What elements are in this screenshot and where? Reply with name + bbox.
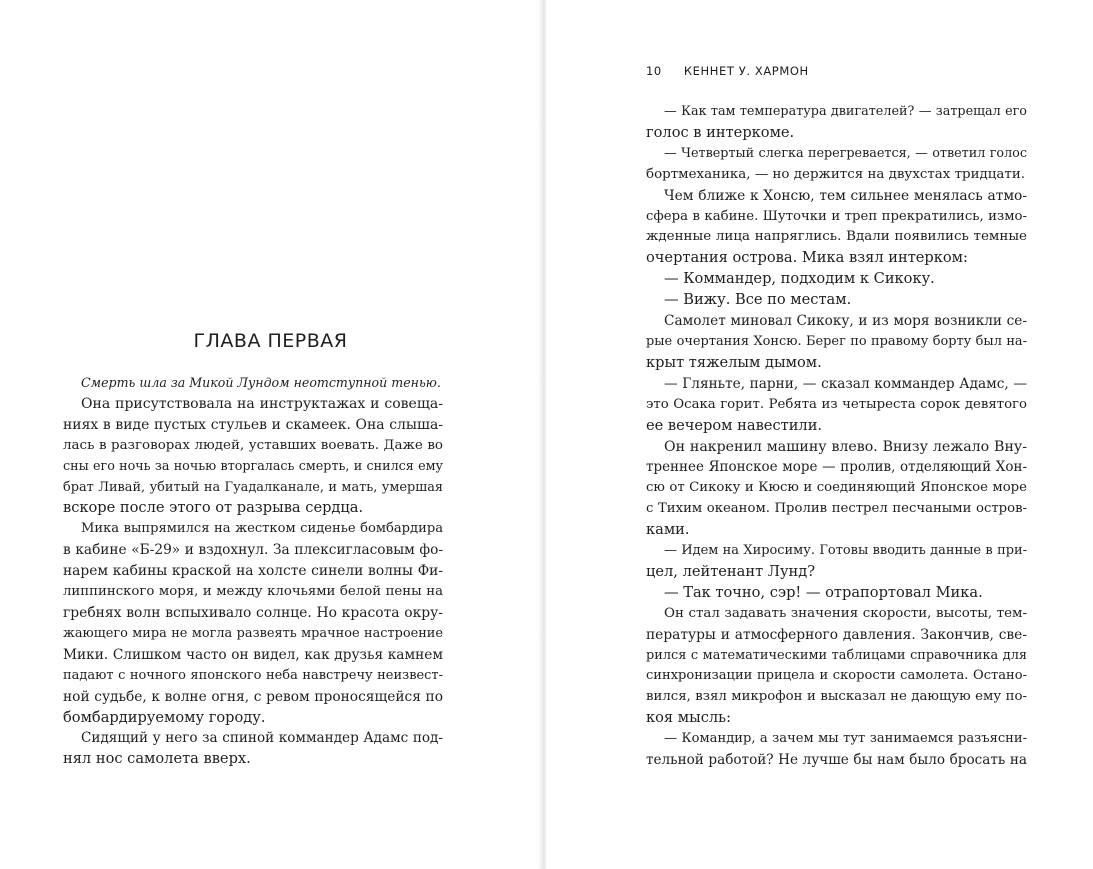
text-line: в кабине «Б-29» и вздохнул. За плексигласовым фо-: [63, 542, 443, 559]
text-line: нял нос самолета вверх.: [63, 750, 251, 768]
text-line: гребнях волн вспыхивало солнце. Но красота окру-: [63, 604, 443, 621]
text-line: — Четвертый слегка перегревается, — ответил голос: [664, 145, 1027, 161]
text-line: жающего мира не могла развеять мрачное настроение: [63, 625, 443, 641]
text-line: это Осака горит. Ребята из четыреста сорок девятого: [646, 396, 1027, 412]
text-line: Мика выпрямился на жестком сиденье бомбардира: [81, 521, 443, 537]
text-line: вился, взял микрофон и высказал не дающую ему по-: [646, 689, 1027, 705]
text-line: липпинского моря, и между клочьями белой пены на: [63, 584, 443, 600]
text-line: брат Ливай, убитый на Гуадалканале, и мать, умершая: [63, 479, 443, 495]
text-line: коя мысль:: [646, 709, 732, 727]
text-line: Он накренил машину влево. Внизу лежало Вну-: [664, 438, 1027, 455]
page-number: 10: [646, 64, 662, 78]
text-line: синхронизации прицела и скорости самолета. Остано-: [646, 668, 1027, 684]
text-line: — Гляньте, парни, — сказал коммандер Адамс, —: [664, 375, 1027, 392]
text-line: рился с математическими таблицами справочника для: [646, 647, 1027, 663]
text-line: лась в разговорах людей, уставших воевать. Даже во: [63, 437, 443, 453]
running-head: [646, 64, 809, 78]
right-body-text: [646, 102, 1027, 771]
text-line: Сидящий у него за спиной коммандер Адамс под-: [81, 730, 443, 747]
text-line: ее вечером навестили.: [646, 416, 823, 434]
epigraph: Смерть шла за Микой Лундом неотступной тенью.: [81, 375, 441, 390]
text-line: цел, лейтенант Лунд?: [646, 562, 816, 580]
text-line: падают с ночного японского неба навстречу неизвест-: [63, 667, 443, 683]
left-body-text: [63, 373, 443, 770]
text-line: — Коммандер, подходим к Сикоку.: [664, 270, 935, 288]
text-line: — Так точно, сэр! — отрапортовал Мика.: [664, 583, 983, 601]
text-line: — Вижу. Все по местам.: [664, 291, 852, 309]
text-line: ной судьбе, к волне огня, с ревом проносящейся по: [63, 688, 443, 705]
text-line: нарем кабины краской на холсте синели волны Фи-: [63, 563, 443, 580]
text-line: пературы и атмосферного давления. Закончив, све-: [646, 626, 1027, 643]
text-line: бортмеханика, — но держится на двухстах тридцати.: [646, 166, 1026, 182]
text-line: очертания острова. Мика взял интерком:: [646, 249, 968, 267]
text-line: крыт тяжелым дымом.: [646, 353, 822, 371]
text-line: — Как там температура двигателей? — затрещал его: [664, 104, 1027, 119]
text-line: бомбардируемому городу.: [63, 708, 266, 726]
text-line: с Тихим океаном. Пролив пестрел песчаными остров-: [646, 501, 1027, 517]
text-line: сфера в кабине. Шуточки и треп прекратились, измо-: [646, 208, 1027, 224]
text-line: тельной работой? Не лучше бы нам было бросать на: [646, 752, 1027, 769]
author-name: КЕННЕТ У. ХАРМОН: [683, 64, 809, 78]
text-line: Мики. Слишком часто он видел, как друзья камнем: [63, 646, 443, 663]
text-line: — Командир, а зачем мы тут занимаемся разъясни-: [664, 731, 1027, 747]
text-line: сны его ночь за ночью вторгалась смерть, и снился ему: [63, 458, 443, 474]
text-line: вскоре после этого от разрыва сердца.: [63, 499, 364, 517]
chapter-title: ГЛАВА ПЕРВАЯ: [193, 330, 348, 352]
text-line: ками.: [646, 521, 690, 539]
text-line: — Идем на Хиросиму. Готовы вводить данные в при-: [664, 543, 1027, 559]
text-line: сю от Сикоку и Кюсю и соединяющий Японское море: [646, 480, 1027, 496]
text-line: Она присутствовала на инструктажах и совеща-: [81, 395, 443, 412]
text-line: Он стал задавать значения скорости, высоты, тем-: [664, 605, 1027, 621]
text-line: Чем ближе к Хонсю, тем сильнее менялась атмо-: [664, 187, 1027, 204]
text-line: голос в интеркоме.: [646, 123, 795, 141]
text-line: Самолет миновал Сикоку, и из моря возникли се-: [664, 313, 1027, 330]
text-line: треннее Японское море — пролив, отделяющий Хон-: [646, 459, 1027, 476]
text-line: жденные лица напряглись. Вдали появились темные: [646, 229, 1027, 245]
text-line: ниях в виде пустых стульев и скамеек. Она слыша-: [63, 416, 443, 433]
text-line: рые очертания Хонсю. Берег по правому борту был на-: [646, 333, 1027, 349]
